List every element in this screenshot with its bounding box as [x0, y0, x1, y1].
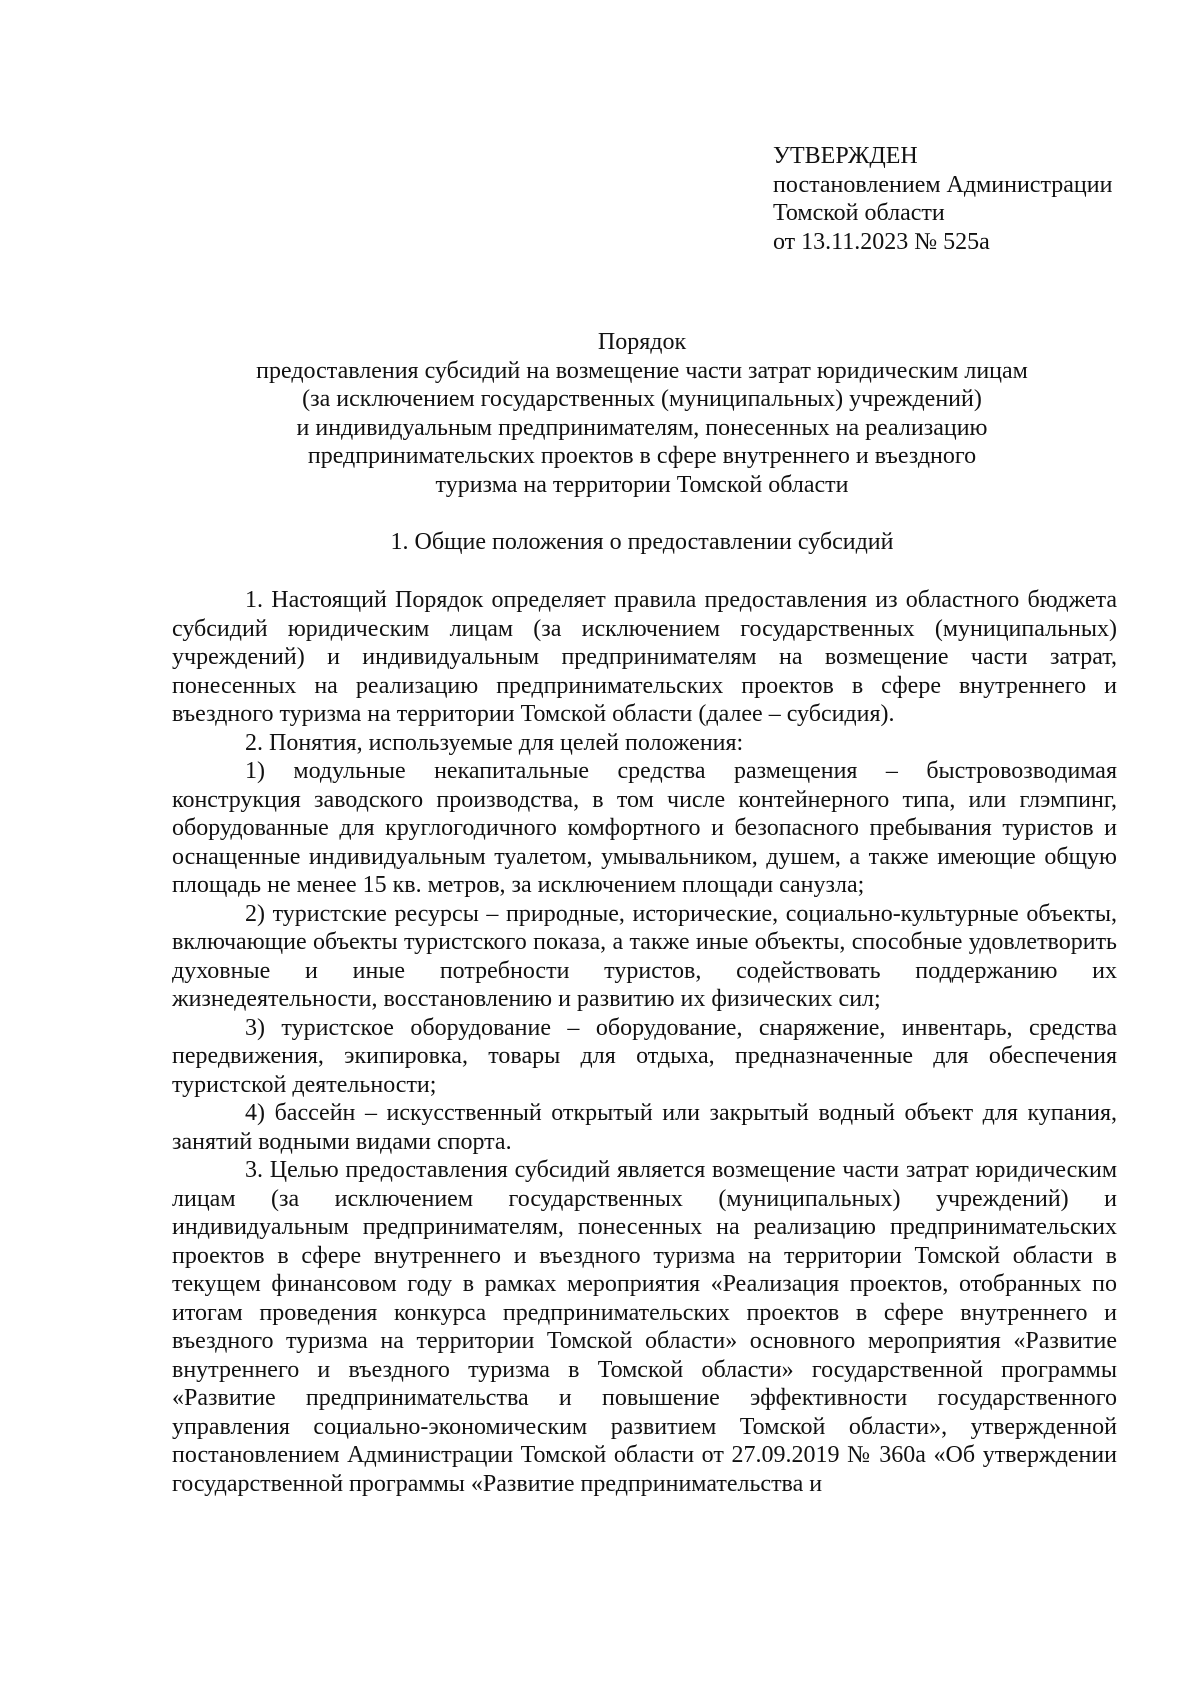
approval-date-number: от 13.11.2023 № 525а: [773, 228, 990, 255]
title-line: и индивидуальным предпринимателям, понесенных на реализацию: [296, 414, 988, 441]
paragraph: 2) туристские ресурсы – природные, исторические, социально-культурные объекты, включающие объекты туристского показа, а также иные объекты, способные удовлетворить духовные и иные потребности туристов, содействовать поддержанию их жизнедеятельности, восстановлению и развитию их физических сил;: [172, 900, 1117, 1012]
document-title: [172, 328, 1112, 499]
approval-region: Томской области: [773, 200, 945, 226]
approval-stamp: [773, 142, 1173, 256]
approval-authority: постановлением Администрации: [773, 171, 1113, 198]
paragraph: 1. Настоящий Порядок определяет правила предоставления из областного бюджета субсидий юридическим лицам (за исключением государственных (муниципальных) учреждений) и индивидуальным предпринимателям на возмещение части затрат, понесенных на реализацию предпринимательских проектов в сфере внутреннего и въездного туризма на территории Томской области (далее – субсидия).: [172, 587, 1117, 727]
section-heading: 1. Общие положения о предоставлении субсидий: [390, 529, 894, 555]
paragraph: 2. Понятия, используемые для целей положения:: [245, 729, 744, 756]
paragraph: 4) бассейн – искусственный открытый или закрытый водный объект для купания, занятий водными видами спорта.: [172, 1100, 1117, 1155]
title-line: (за исключением государственных (муниципальных) учреждений): [302, 386, 982, 412]
document-body: [172, 586, 1117, 1498]
paragraph: 3. Целью предоставления субсидий является возмещение части затрат юридическим лицам (за исключением государственных (муниципальных) учреждений) и индивидуальным предпринимателям, понесенных на реализацию предпринимательских проектов в сфере внутреннего и въездного туризма на территории Томской области в текущем финансовом году в рамках мероприятия «Реализация проектов, отобранных по итогам проведения конкурса предпринимательских проектов в сфере внутреннего и въездного туризма на территории Томской области» основного мероприятия «Развитие внутреннего и въездного туризма в Томской области» государственной программы «Развитие предпринимательства и повышение эффективности государственного управления социально-экономическим развитием Томской области», утвержденной постановлением Администрации Томской области от 27.09.2019 № 360а «Об утверждении государственной программы «Развитие предпринимательства и: [172, 1157, 1117, 1497]
title-line: предоставления субсидий на возмещение части затрат юридическим лицам: [256, 357, 1028, 384]
title-heading: Порядок: [597, 329, 687, 355]
paragraph: 1) модульные некапитальные средства размещения – быстровозводимая конструкция заводского производства, в том числе контейнерного типа, или глэмпинг, оборудованные для круглогодичного комфортного и безопасного пребывания туристов и оснащенные индивидуальным туалетом, умывальником, душем, а также имеющие общую площадь не менее 15 кв. метров, за исключением площади санузла;: [172, 758, 1117, 898]
title-line: предпринимательских проектов в сфере внутреннего и въездного: [307, 443, 977, 469]
title-line: туризма на территории Томской области: [435, 471, 849, 498]
paragraph: 3) туристское оборудование – оборудование, снаряжение, инвентарь, средства передвижения, экипировка, товары для отдыха, предназначенные для обеспечения туристской деятельности;: [172, 1014, 1117, 1098]
approval-status: УТВЕРЖДЕН: [773, 143, 918, 169]
